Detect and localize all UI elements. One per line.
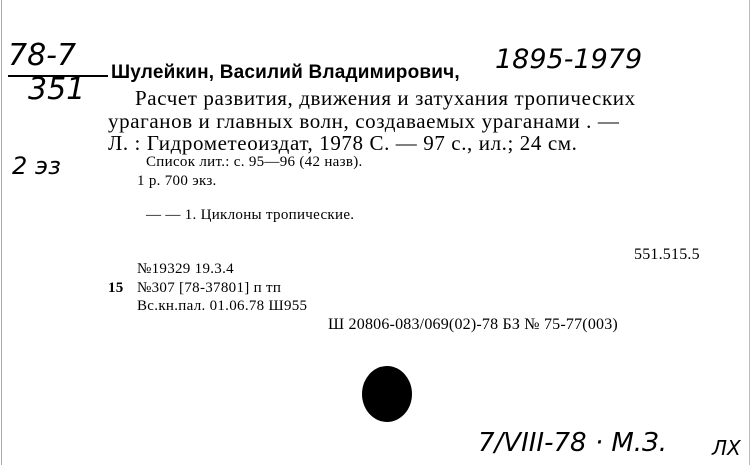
bibliography-note: Список лит.: с. 95—96 (42 назв). (146, 154, 363, 170)
shelf-mark-top: 78-7 (8, 38, 77, 73)
udc-code: 551.515.5 (634, 246, 700, 263)
shelf-mark-bottom: 351 (28, 72, 86, 107)
record-number-1: №19329 19.3.4 (137, 261, 234, 277)
price-print-run: 1 р. 700 экз. (137, 173, 217, 189)
classification-code: Ш 20806-083/069(02)-78 БЗ № 75-77(003) (328, 316, 618, 333)
title-line-2: ураганов и главных волн, создаваемых ураганами . — (108, 109, 620, 133)
record-number-2: №307 [78-37801] п тп (137, 280, 282, 296)
record-number-3: Вс.кн.пал. 01.06.78 Ш955 (137, 298, 308, 314)
title-line-1: Расчет развития, движения и затухания тропических (135, 86, 636, 110)
copies-note: 2 эз (12, 152, 61, 180)
author-years: 1895-1979 (495, 44, 643, 75)
author-heading: Шулейкин, Василий Владимирович, (111, 62, 460, 83)
date-note: 7/VIII-78 · М.З. (478, 428, 667, 458)
punch-hole (362, 366, 412, 422)
subject-heading: — — 1. Циклоны тропические. (146, 207, 355, 223)
corner-mark: ЛХ (712, 436, 741, 460)
card-left-edge (1, 0, 2, 465)
record-number-2-prefix: 15 (108, 280, 124, 296)
title-line-3: Л. : Гидрометеоиздат, 1978 С. — 97 с., ил.; 24 см. (108, 131, 578, 155)
